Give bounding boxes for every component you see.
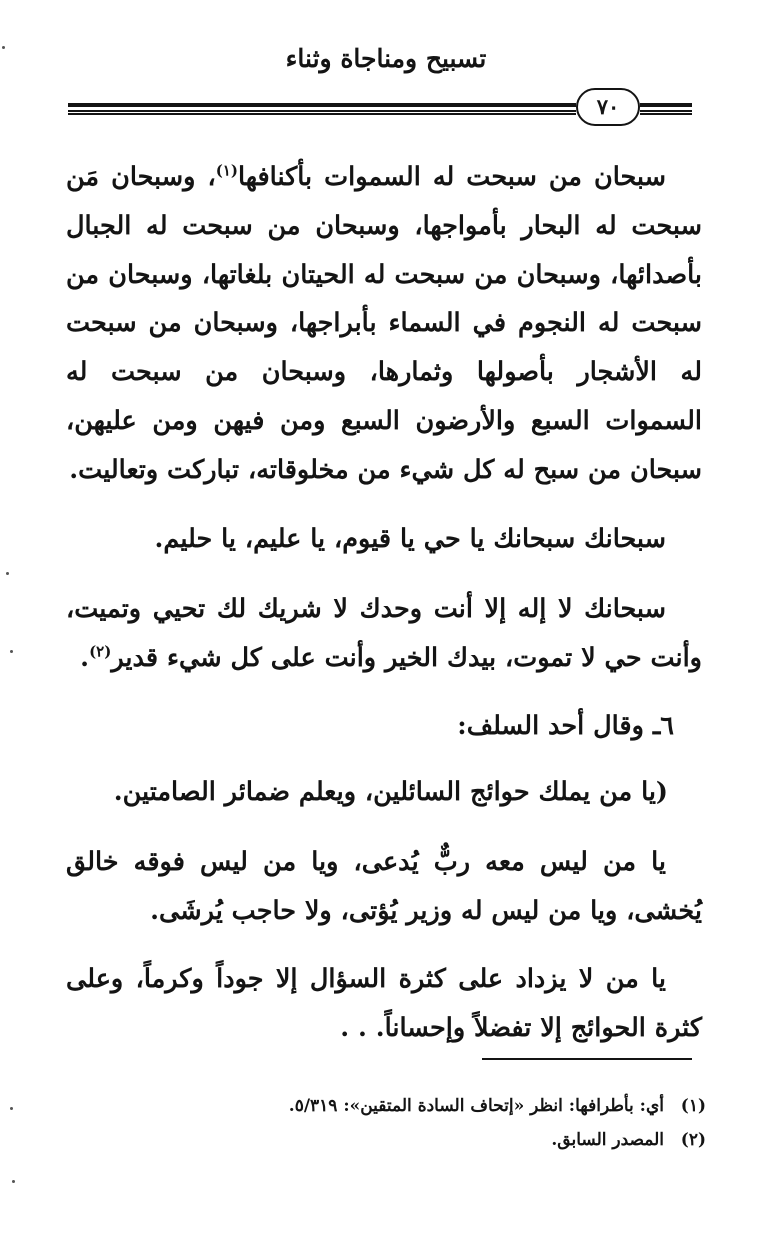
footnote-1 <box>120 1096 706 1116</box>
scan-speck <box>6 572 9 575</box>
section-heading-6: ٦ـ وقال أحد السلف: <box>457 711 674 741</box>
paragraph-tawhid: سبحانك لا إله إلا أنت وحدك لا شريك لك تحيي وتميت، وأنت حي لا تموت، بيدك الخير وأنت على كل شيء قدير$^{(٢)}$. <box>66 594 702 673</box>
footnote-ref-1[interactable]: (١) <box>215 161 238 180</box>
footnote-text: أي: بأطرافها: انظر «إتحاف السادة المتقين»: ٥/٣١٩. <box>288 1096 664 1116</box>
running-header-title: تسبيح ومناجاة وثناء <box>285 44 487 73</box>
paragraph-supplication-1: (يا من يملك حوائج السائلين، ويعلم ضمائر الصامتين. <box>113 777 668 807</box>
paragraph-names: سبحانك سبحانك يا حي يا قيوم، يا عليم، يا حليم. <box>154 524 666 554</box>
scan-speck <box>2 46 5 49</box>
page-number-badge: ٧٠ <box>576 88 640 126</box>
paragraph-supplication-3: يا من لا يزداد على كثرة السؤال إلا جوداً وكرماً، وعلى كثرة الحوائج إلا تفضلاً وإحساناً. . . <box>66 964 702 1043</box>
scan-speck <box>10 1107 13 1110</box>
footnote-text: المصدر السابق. <box>551 1130 664 1150</box>
footnote-ref-2[interactable]: (٢) <box>89 642 112 661</box>
header-rule-left <box>68 103 576 115</box>
scan-speck <box>10 650 13 653</box>
header-rule-right <box>640 103 692 115</box>
scan-speck <box>12 1180 15 1183</box>
footnote-mark: (١) <box>680 1096 706 1116</box>
footnote-mark: (٢) <box>680 1130 706 1150</box>
paragraph-supplication-2: يا من ليس معه ربٌّ يُدعى، ويا من ليس فوقه خالق يُخشى، ويا من ليس له وزير يُؤتى، ولا حاجب يُرشَى. <box>66 847 702 926</box>
footnote-2 <box>120 1130 706 1150</box>
footnote-separator <box>482 1058 692 1060</box>
paragraph-glorification: سبحان من سبحت له السموات بأكنافها$^{(١)}$، وسبحان مَن سبحت له البحار بأمواجها، وسبحان من سبحت له الجبال بأصدائها، وسبحان من سبحت له الحيتان بلغاتها، وسبحان من سبحت له النجوم في السماء بأبراجها، وسبحان من سبحت له الأشجار بأصولها وثمارها، وسبحان من سبحت له السموات السبع والأرضون السبع ومن فيهن ومن عليهن، سبحان من سبح له كل شيء من مخلوقاته، تباركت وتعاليت. <box>66 161 702 485</box>
